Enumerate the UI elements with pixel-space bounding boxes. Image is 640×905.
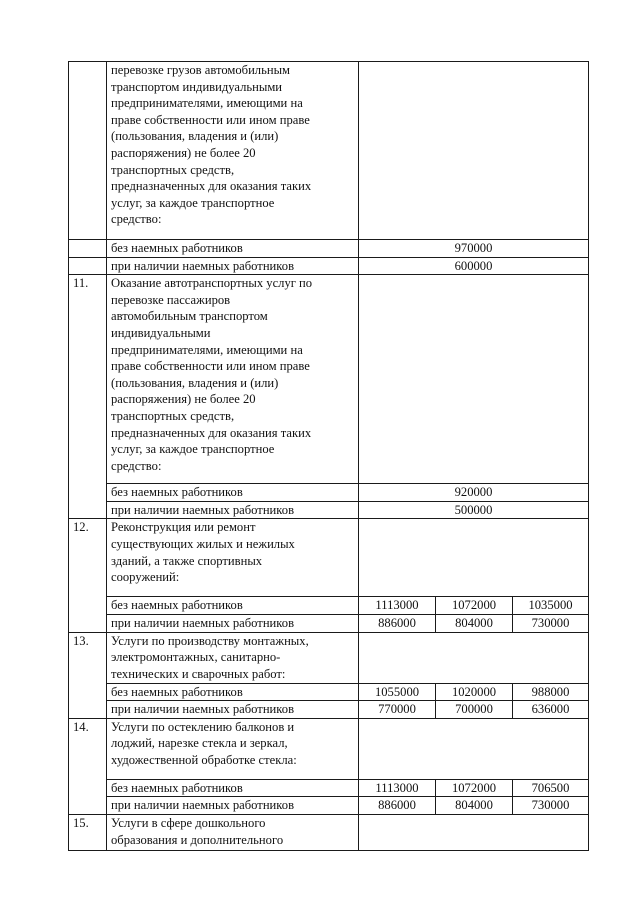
row-number: 14. xyxy=(69,718,107,814)
rate-value: 804000 xyxy=(436,614,513,632)
rate-value: 770000 xyxy=(359,701,436,719)
description-line: транспортных средств, xyxy=(111,408,235,423)
description-line: предпринимателями, имеющими на xyxy=(111,96,303,111)
rate-value: 730000 xyxy=(513,614,589,632)
description-line: услуг, за каждое транспортное xyxy=(111,442,275,457)
row-description xyxy=(107,814,359,850)
description-line: художественной обработке стекла: xyxy=(111,752,297,767)
description-line: Услуги в сфере дошкольного xyxy=(111,815,266,830)
row-description xyxy=(107,718,359,779)
description-line: праве собственности или ином праве xyxy=(111,359,310,374)
table-row xyxy=(69,62,589,240)
description-line: существующих жилых и нежилых xyxy=(111,536,295,551)
description-line: сооружений: xyxy=(111,570,180,585)
rate-value: 706500 xyxy=(513,779,589,797)
table-subrow xyxy=(69,797,589,815)
rate-value: 886000 xyxy=(359,797,436,815)
row-number: 12. xyxy=(69,519,107,632)
rate-cell-empty xyxy=(359,632,589,683)
subrow-label: без наемных работников xyxy=(107,683,359,701)
rate-value: 500000 xyxy=(359,501,589,519)
table-subrow xyxy=(69,683,589,701)
rate-value: 1113000 xyxy=(359,779,436,797)
description-line: индивидуальными xyxy=(111,325,211,340)
tax-rate-table xyxy=(68,61,589,851)
table-subrow xyxy=(69,501,589,519)
description-line: транспортных средств, xyxy=(111,162,235,177)
description-line: (пользования, владения и (или) xyxy=(111,375,279,390)
table-subrow xyxy=(69,240,589,258)
table-row xyxy=(69,632,589,683)
rate-cell-empty xyxy=(359,519,589,597)
rate-cell-empty xyxy=(359,62,589,240)
rate-value: 730000 xyxy=(513,797,589,815)
table-subrow xyxy=(69,779,589,797)
description-line: средство: xyxy=(111,458,162,473)
description-line: распоряжения) не более 20 xyxy=(111,392,256,407)
row-description xyxy=(107,62,359,240)
description-line: технических и сварочных работ: xyxy=(111,666,286,681)
rate-value: 988000 xyxy=(513,683,589,701)
subrow-label: без наемных работников xyxy=(107,597,359,615)
description-line: (пользования, владения и (или) xyxy=(111,129,279,144)
description-line: транспортом индивидуальными xyxy=(111,79,283,94)
subrow-label: при наличии наемных работников xyxy=(107,501,359,519)
description-line: Реконструкция или ремонт xyxy=(111,520,256,535)
table-row xyxy=(69,718,589,779)
table-subrow xyxy=(69,597,589,615)
rate-value: 600000 xyxy=(359,257,589,275)
row-description xyxy=(107,275,359,484)
row-description xyxy=(107,519,359,597)
table-subrow xyxy=(69,257,589,275)
rate-value: 1035000 xyxy=(513,597,589,615)
subrow-label: без наемных работников xyxy=(107,779,359,797)
rate-value: 1113000 xyxy=(359,597,436,615)
table-subrow xyxy=(69,614,589,632)
row-number: 13. xyxy=(69,632,107,718)
rate-value: 1020000 xyxy=(436,683,513,701)
description-line: Услуги по производству монтажных, xyxy=(111,633,309,648)
description-line: праве собственности или ином праве xyxy=(111,112,310,127)
subrow-label: без наемных работников xyxy=(107,484,359,502)
description-line: электромонтажных, санитарно- xyxy=(111,650,281,665)
table-row xyxy=(69,519,589,597)
subrow-label: при наличии наемных работников xyxy=(107,257,359,275)
row-number: 15. xyxy=(69,814,107,850)
row-description xyxy=(107,632,359,683)
table-subrow xyxy=(69,701,589,719)
table-row xyxy=(69,814,589,850)
description-line: образования и дополнительного xyxy=(111,832,284,847)
description-line: предназначенных для оказания таких xyxy=(111,425,312,440)
rate-cell-empty xyxy=(359,718,589,779)
subrow-label: при наличии наемных работников xyxy=(107,797,359,815)
rate-value: 886000 xyxy=(359,614,436,632)
description-line: средство: xyxy=(111,212,162,227)
rate-value: 804000 xyxy=(436,797,513,815)
row-number xyxy=(69,62,107,240)
description-line: распоряжения) не более 20 xyxy=(111,145,256,160)
rate-value: 1072000 xyxy=(436,779,513,797)
description-line: лоджий, нарезке стекла и зеркал, xyxy=(111,736,288,751)
description-line: перевозке грузов автомобильным xyxy=(111,63,291,77)
description-line: предназначенных для оказания таких xyxy=(111,179,312,194)
rate-cell-empty xyxy=(359,275,589,484)
subrow-label: при наличии наемных работников xyxy=(107,701,359,719)
rate-cell-empty xyxy=(359,814,589,850)
table-subrow xyxy=(69,484,589,502)
subrow-label: при наличии наемных работников xyxy=(107,614,359,632)
rate-value: 1055000 xyxy=(359,683,436,701)
subrow-label: без наемных работников xyxy=(107,240,359,258)
description-line: Оказание автотранспортных услуг по xyxy=(111,276,313,291)
description-line: автомобильным транспортом xyxy=(111,309,268,324)
description-line: перевозке пассажиров xyxy=(111,292,231,307)
description-line: услуг, за каждое транспортное xyxy=(111,195,275,210)
description-line: предпринимателями, имеющими на xyxy=(111,342,303,357)
rate-value: 700000 xyxy=(436,701,513,719)
row-number: 11. xyxy=(69,275,107,519)
table-row xyxy=(69,275,589,484)
rate-value: 970000 xyxy=(359,240,589,258)
rate-value: 920000 xyxy=(359,484,589,502)
rate-value: 636000 xyxy=(513,701,589,719)
rate-value: 1072000 xyxy=(436,597,513,615)
description-line: зданий, а также спортивных xyxy=(111,553,263,568)
description-line: Услуги по остеклению балконов и xyxy=(111,719,295,734)
